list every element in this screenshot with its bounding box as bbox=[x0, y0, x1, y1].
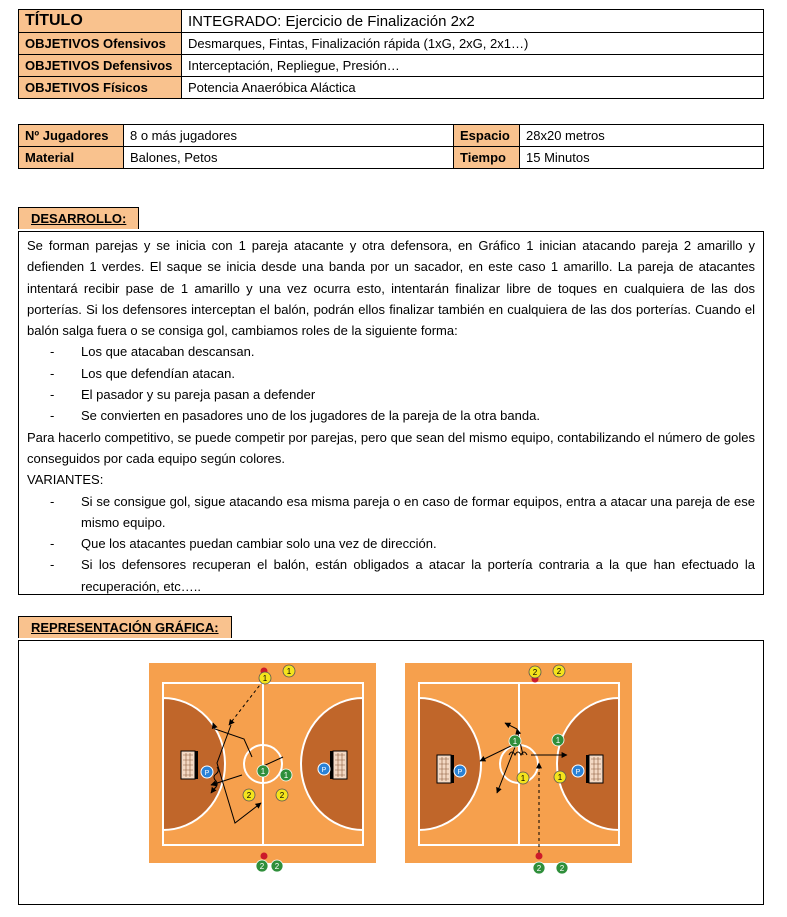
jugadores-label: Nº Jugadores bbox=[19, 125, 124, 147]
objetivos-fisicos-value: Potencia Anaeróbica Aláctica bbox=[182, 77, 764, 99]
grafica-heading: REPRESENTACIÓN GRÁFICA: bbox=[18, 616, 232, 638]
svg-text:2: 2 bbox=[246, 791, 252, 800]
green-player-1 bbox=[257, 765, 269, 777]
yellow-player-2 bbox=[243, 789, 255, 801]
goalkeeper-right bbox=[572, 765, 584, 777]
svg-text:2: 2 bbox=[274, 862, 280, 871]
svg-text:1: 1 bbox=[512, 737, 518, 746]
objectives-table bbox=[18, 9, 764, 99]
green-player-2b bbox=[556, 862, 568, 874]
svg-text:P: P bbox=[575, 769, 581, 776]
titulo-value: INTEGRADO: Ejercicio de Finalización 2x2 bbox=[182, 10, 764, 33]
titulo-label: TÍTULO bbox=[19, 10, 182, 33]
list-item: - Los que atacaban descansan. bbox=[27, 341, 755, 362]
espacio-value: 28x20 metros bbox=[520, 125, 764, 147]
svg-text:1: 1 bbox=[260, 767, 266, 776]
court-2 bbox=[405, 663, 632, 874]
info-table bbox=[18, 124, 764, 169]
yellow-player-1 bbox=[517, 772, 529, 784]
green-player-2 bbox=[533, 862, 545, 874]
svg-text:2: 2 bbox=[559, 864, 565, 873]
court-diagrams bbox=[19, 641, 763, 904]
jugadores-value: 8 o más jugadores bbox=[124, 125, 454, 147]
svg-text:P: P bbox=[321, 767, 327, 774]
svg-text:1: 1 bbox=[283, 771, 289, 780]
tiempo-label: Tiempo bbox=[454, 147, 520, 169]
list-item: - Si los defensores recuperan el balón, están obligados a atacar la portería contraria a la que han efectuado la recuperación, etc….. bbox=[27, 554, 755, 597]
desarrollo-box bbox=[18, 231, 764, 595]
yellow-player-2 bbox=[529, 666, 541, 678]
yellow-player-1b bbox=[554, 771, 566, 783]
list-item: - Si se consigue gol, sigue atacando esa misma pareja o en caso de formar equipos, entra a atacar una pareja de ese mismo equipo. bbox=[27, 491, 755, 534]
list-item: - Se convierten en pasadores uno de los jugadores de la pareja de la otra banda. bbox=[27, 405, 755, 426]
list-item: - El pasador y su pareja pasan a defender bbox=[27, 384, 755, 405]
desarrollo-competitivo: Para hacerlo competitivo, se puede competir por parejas, pero que sean del mismo equipo, contabilizando el número de goles conseguidos por cada equipo según colores. bbox=[27, 429, 755, 466]
svg-text:1: 1 bbox=[520, 774, 526, 783]
green-player-2b bbox=[271, 860, 283, 872]
svg-text:1: 1 bbox=[557, 773, 563, 782]
roles-list bbox=[27, 341, 755, 426]
svg-text:P: P bbox=[204, 770, 210, 777]
objetivos-ofensivos-value: Desmarques, Fintas, Finalización rápida (1xG, 2xG, 2x1…) bbox=[182, 33, 764, 55]
svg-text:1: 1 bbox=[262, 674, 268, 683]
variantes-list bbox=[27, 491, 755, 597]
green-player-1 bbox=[509, 735, 521, 747]
ball-bottom bbox=[261, 853, 268, 860]
yellow-player-2b bbox=[553, 665, 565, 677]
ball-bottom bbox=[536, 853, 543, 860]
svg-text:2: 2 bbox=[536, 864, 542, 873]
desarrollo-heading: DESARROLLO: bbox=[18, 207, 139, 229]
yellow-player-1 bbox=[259, 672, 271, 684]
svg-text:P: P bbox=[457, 769, 463, 776]
goal-left bbox=[437, 755, 454, 783]
green-player-1b bbox=[280, 769, 292, 781]
objetivos-defensivos-label: OBJETIVOS Defensivos bbox=[19, 55, 182, 77]
goalkeeper-left bbox=[454, 765, 466, 777]
goalkeeper-left bbox=[201, 766, 213, 778]
court-1 bbox=[149, 663, 376, 872]
svg-text:2: 2 bbox=[556, 667, 562, 676]
svg-text:1: 1 bbox=[555, 736, 561, 745]
green-player-1b bbox=[552, 734, 564, 746]
tiempo-value: 15 Minutos bbox=[520, 147, 764, 169]
material-label: Material bbox=[19, 147, 124, 169]
objetivos-ofensivos-label: OBJETIVOS Ofensivos bbox=[19, 33, 182, 55]
svg-text:2: 2 bbox=[259, 862, 265, 871]
goal-right bbox=[330, 751, 347, 779]
espacio-label: Espacio bbox=[454, 125, 520, 147]
svg-text:1: 1 bbox=[286, 667, 292, 676]
list-item: - Que los atacantes puedan cambiar solo una vez de dirección. bbox=[27, 533, 755, 554]
goal-right bbox=[586, 755, 603, 783]
svg-text:2: 2 bbox=[279, 791, 285, 800]
svg-text:2: 2 bbox=[532, 668, 538, 677]
green-player-2 bbox=[256, 860, 268, 872]
material-value: Balones, Petos bbox=[124, 147, 454, 169]
yellow-player-2b bbox=[276, 789, 288, 801]
grafica-box bbox=[18, 640, 764, 905]
yellow-player-1b bbox=[283, 665, 295, 677]
variantes-label: VARIANTES: bbox=[27, 472, 104, 488]
goalkeeper-right bbox=[318, 763, 330, 775]
goal-left bbox=[181, 751, 198, 779]
objetivos-defensivos-value: Interceptación, Repliegue, Presión… bbox=[182, 55, 764, 77]
desarrollo-intro: Se forman parejas y se inicia con 1 pareja atacante y otra defensora, en Gráfico 1 inician atacando pareja 2 amarillo y defienden 1 verdes. El saque se inicia desde una banda por un sacador, en este caso 1 amarillo. La pareja de atacantes intentará recibir pase de 1 amarillo y una vez ocurra esto, intentarán finalizar libre de toques en cualquiera de las dos porterías. Si los defensores interceptan el balón, podrán ellos finalizar también en cualquiera de las dos porterías. Cuando el balón salga fuera o se consiga gol, cambiamos roles de la siguiente forma: bbox=[27, 238, 755, 339]
objetivos-fisicos-label: OBJETIVOS Físicos bbox=[19, 77, 182, 99]
list-item: - Los que defendían atacan. bbox=[27, 363, 755, 384]
